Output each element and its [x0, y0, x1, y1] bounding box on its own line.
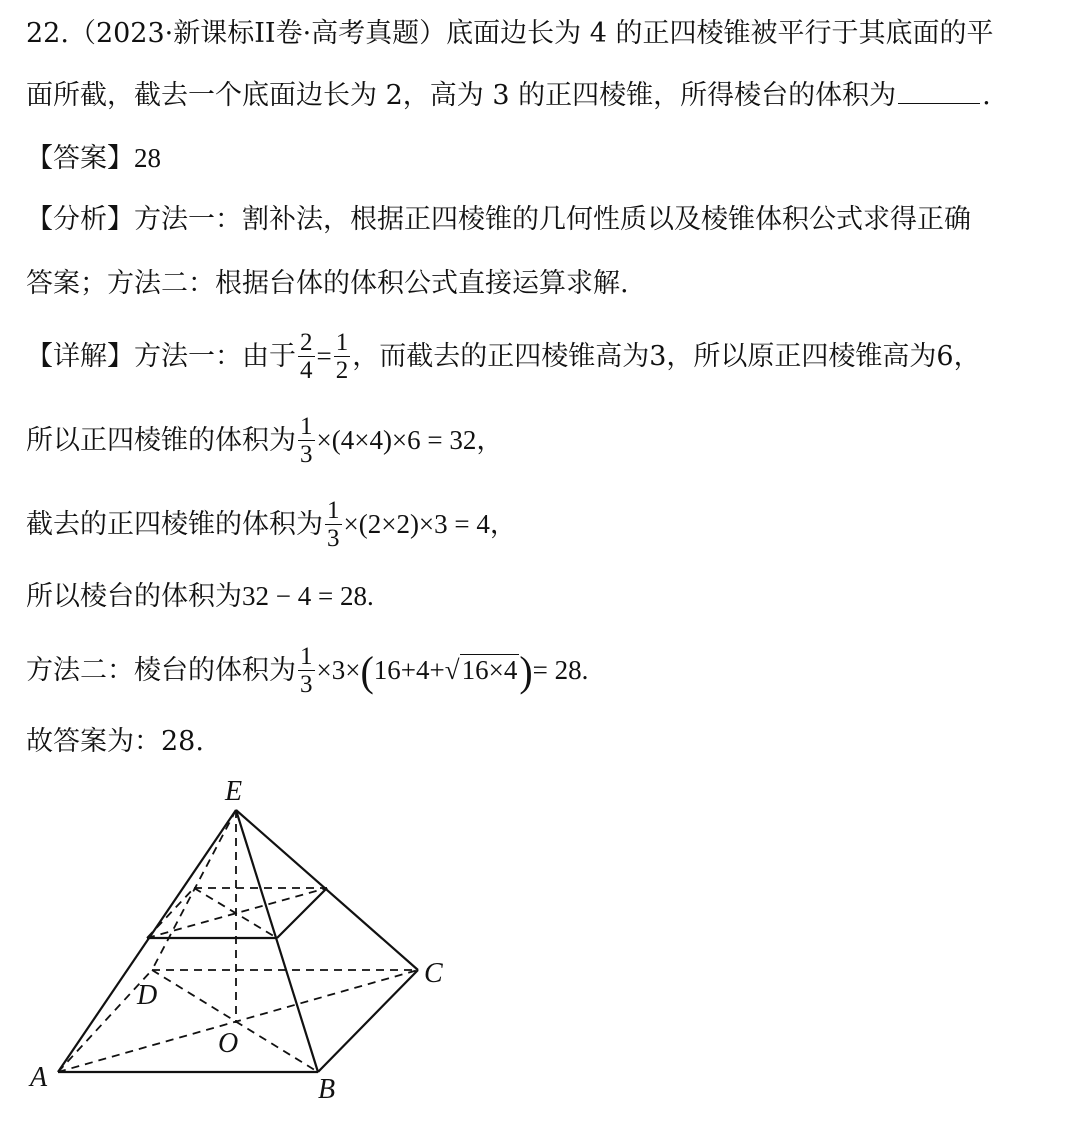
detail-line-4	[26, 578, 374, 615]
answer-line	[26, 140, 161, 177]
fraction-1-3	[298, 414, 315, 469]
detail-line1-prefix: 方法一：由于	[134, 341, 296, 372]
detail-line-3	[26, 492, 517, 557]
question-text-2: 面所截，截去一个底面边长为 2，高为 3 的正四棱锥，所得棱台的体积为	[26, 80, 897, 111]
answer-value: 28	[134, 143, 161, 173]
fraction-numerator: 1	[327, 497, 340, 524]
pyramid-figure	[20, 770, 480, 1127]
label-D: D	[137, 980, 158, 1011]
edge-ED	[152, 810, 236, 970]
analysis-text-1: 方法一：割补法，根据正四棱锥的几何性质以及棱锥体积公式求得正确	[134, 204, 971, 235]
detail-line4-text: 所以棱台的体积为32 − 4 = 28.	[26, 581, 374, 611]
sqrt-radicand: 16×4	[461, 655, 518, 685]
detail-label: 【详解】	[26, 341, 134, 372]
answer-blank	[898, 79, 980, 104]
label-O: O	[218, 1028, 239, 1059]
fraction-numerator: 2	[300, 329, 313, 356]
question-line-2	[26, 78, 991, 114]
conclusion-line	[26, 724, 204, 760]
fraction-numerator: 1	[300, 643, 313, 670]
edge-EB	[236, 810, 318, 1072]
conclusion-text: 故答案为：28.	[26, 726, 204, 757]
detail-line3-prefix: 截去的正四棱锥的体积为	[26, 509, 323, 540]
fraction-numerator: 1	[335, 329, 349, 356]
equals-sign: =	[316, 341, 332, 371]
analysis-label: 【分析】	[26, 204, 134, 235]
detail-line2-expression: ×(4×4)×6 = 32，	[316, 425, 504, 455]
fraction-denominator: 2	[335, 357, 349, 384]
detail-line5-inner: 16+4+	[373, 655, 445, 685]
detail-line2-prefix: 所以正四棱锥的体积为	[26, 425, 296, 456]
label-B: B	[318, 1074, 336, 1105]
fraction-numerator: 1	[300, 413, 313, 440]
pyramid-diagram	[20, 770, 480, 1120]
detail-line5-end: = 28.	[532, 655, 589, 685]
detail-line-5	[26, 638, 588, 703]
detail-line1-suffix: ，而截去的正四棱锥高为3，所以原正四棱锥高为6，	[352, 341, 981, 372]
edge-EC	[236, 810, 418, 970]
fraction-1-3	[325, 498, 342, 553]
analysis-line-2	[26, 266, 629, 302]
detail-line5-mid: ×3×	[316, 655, 361, 685]
fraction-denominator: 3	[327, 525, 340, 552]
sqrt-sign: √	[444, 655, 460, 685]
fraction-denominator: 3	[300, 441, 313, 468]
analysis-line-1	[26, 202, 971, 238]
answer-label: 【答案】	[26, 143, 134, 174]
fraction-2-4	[298, 330, 315, 385]
edge-BC	[318, 970, 418, 1072]
detail-line3-expression: ×(2×2)×3 = 4，	[343, 509, 517, 539]
fraction-1-3	[298, 644, 315, 699]
detail-line-2	[26, 408, 503, 473]
question-text-2-end: .	[982, 80, 991, 111]
fraction-denominator: 3	[300, 671, 313, 698]
right-paren: )	[519, 647, 533, 695]
question-line-1	[26, 16, 994, 52]
detail-line5-prefix: 方法二：棱台的体积为	[26, 655, 296, 686]
left-paren: (	[360, 647, 374, 695]
fraction-denominator: 4	[300, 357, 313, 384]
label-A: A	[30, 1062, 48, 1093]
label-C: C	[424, 958, 443, 989]
detail-line-1	[26, 324, 981, 389]
label-E: E	[225, 776, 243, 807]
edge-EA	[58, 810, 239, 1072]
fraction-1-2	[334, 330, 351, 385]
analysis-text-2: 答案；方法二：根据台体的体积公式直接运算求解.	[26, 268, 629, 299]
question-text-1: 22.（2023·新课标II卷·高考真题）底面边长为 4 的正四棱锥被平行于其底面的平	[26, 18, 994, 49]
